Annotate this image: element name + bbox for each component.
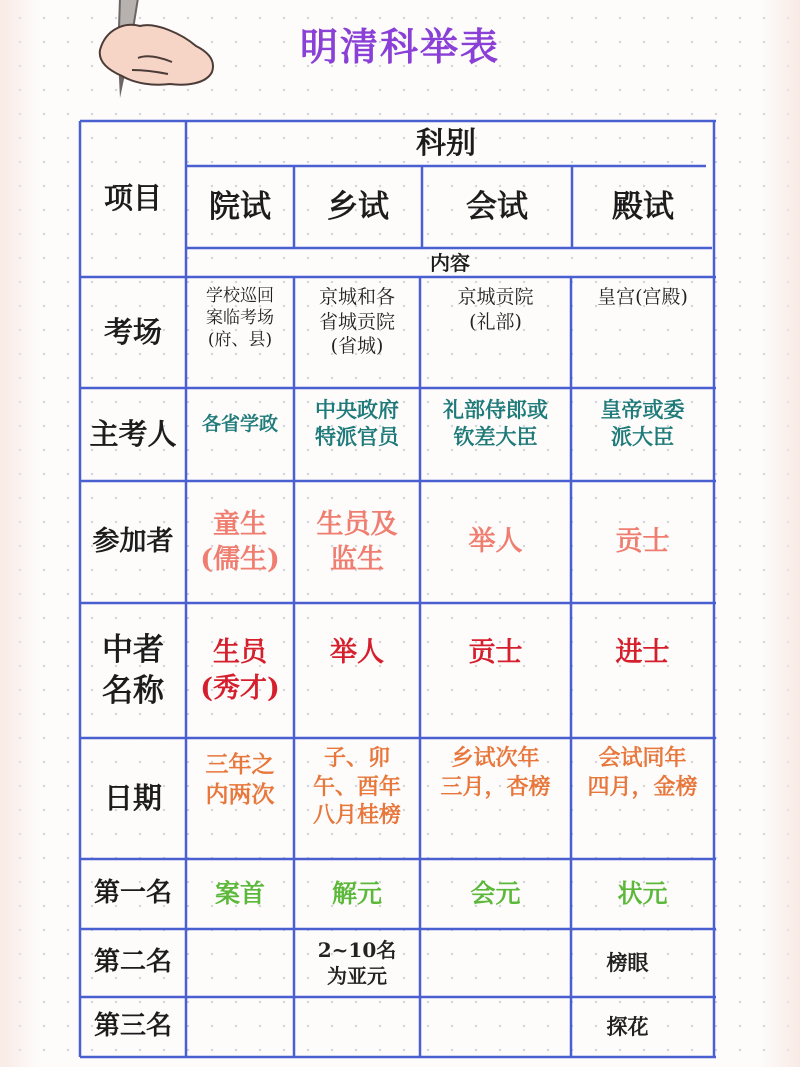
exam-header-huishi: 会试 — [466, 188, 528, 225]
category-header: 科别 — [416, 126, 476, 161]
row-label-winner-title: 中者 名称 — [102, 632, 164, 709]
second-place-cell — [420, 929, 571, 997]
exam-header-xiangshi: 乡试 — [327, 188, 389, 225]
page-title: 明清科举表 — [299, 25, 500, 69]
second-place-cell — [186, 929, 294, 997]
first-place-cell: 案首 — [214, 878, 265, 908]
venue-cell: 学校巡回 案临考场 (府、县) — [206, 286, 274, 351]
row-label-third-place: 第三名 — [93, 1011, 172, 1042]
venue-cell: 京城和各 省城贡院 (省城) — [318, 286, 395, 358]
examiner-cell: 皇帝或委 派大臣 — [600, 397, 685, 450]
participant-cell: 贡士 — [615, 526, 670, 558]
item-header: 项目 — [103, 181, 162, 216]
third-place-cell — [186, 997, 294, 1057]
venue-cell: 京城贡院 (礼部) — [457, 286, 534, 333]
first-place-cell: 解元 — [331, 878, 382, 908]
winner-title-cell: 进士 — [615, 637, 670, 669]
winner-title-cell: 生员 (秀才) — [200, 637, 280, 704]
examiner-cell: 礼部侍郎或 钦差大臣 — [443, 397, 548, 450]
participant-cell: 生员及 监生 — [316, 508, 398, 575]
date-cell: 三年之 内两次 — [205, 751, 275, 808]
first-place-cell: 会元 — [470, 878, 521, 908]
exam-header-dianshi: 殿试 — [612, 188, 674, 225]
third-place-cell — [420, 997, 571, 1057]
row-label-venue: 考场 — [103, 314, 162, 349]
date-cell: 乡试次年 三月，杏榜 — [440, 745, 551, 800]
content-header: 内容 — [430, 250, 470, 275]
first-place-cell: 状元 — [617, 878, 668, 908]
row-label-date: 日期 — [103, 780, 162, 815]
row-label-participants: 参加者 — [92, 526, 174, 558]
winner-title-cell: 贡士 — [468, 637, 523, 669]
examiner-cell: 中央政府 特派官员 — [315, 397, 399, 450]
examiner-cell: 各省学政 — [201, 413, 278, 435]
third-place-cell: 探花 — [606, 1014, 649, 1040]
date-cell: 会试同年 四月，金榜 — [587, 745, 698, 800]
participant-cell: 举人 — [468, 526, 523, 558]
second-place-cell: 2~10名 为亚元 — [317, 938, 397, 988]
second-place-cell: 榜眼 — [606, 950, 649, 976]
participant-cell: 童生 (儒生) — [200, 508, 280, 575]
row-label-first-place: 第一名 — [93, 878, 172, 909]
winner-title-cell: 举人 — [330, 637, 384, 669]
third-place-cell — [294, 997, 420, 1057]
venue-cell: 皇宫(宫殿) — [597, 286, 688, 308]
date-cell: 子、卯 午、酉年 八月桂榜 — [312, 745, 401, 829]
exam-header-yuanshi: 院试 — [209, 188, 271, 225]
row-label-second-place: 第二名 — [93, 947, 172, 978]
row-label-examiner: 主考人 — [89, 416, 177, 451]
